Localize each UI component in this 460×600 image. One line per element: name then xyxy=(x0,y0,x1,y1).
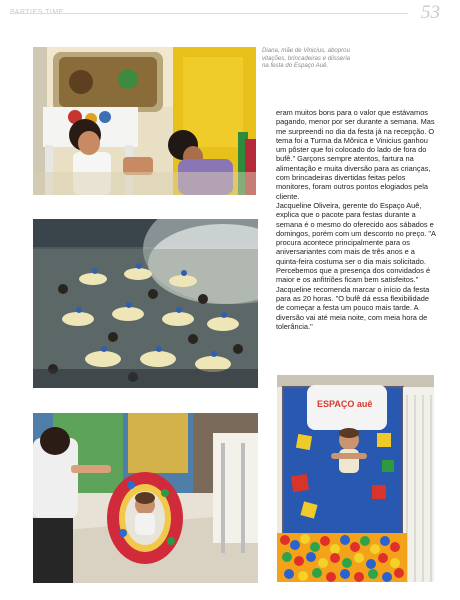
page-number: 53 xyxy=(421,2,440,23)
article-paragraph: Jacqueline Oliveira, gerente do Espaço Auê, explica que o pacote para festas durante a semana é o mesmo do oferecido aos sábados e domingos, porém com um desconto no preço. "A procura acontece principalmente para os aniversariantes com mais de três anos e a quinta-feira costuma ser o dia mais solicitado. Percebemos que a presença dos convidados é maior e os anfitriões ficam bem satisfeitos." Jacqueline recomenda marcar o início da festa para as 20 horas. "O bufê dá essa flexibilidade de começar a festa um pouco mais tarde. A diversão vai até meia noite, com meia hora de tolerância." xyxy=(276,200,436,331)
photo-beauty-corner xyxy=(33,47,256,195)
photo-ball-pit xyxy=(277,375,434,582)
ballpit-sign-text: ESPAÇO auê xyxy=(317,399,373,409)
article-body xyxy=(276,108,438,331)
photo-party-hall xyxy=(33,219,258,388)
article-paragraph: eram muitos bons para o valor que estávamos pagando, menor por ser durante a semana. Mas me surpreendi no dia da festa já na recepção. O tema foi a Turma da Mônica e Vinicius ganhou um pôster que foi colocado do lado de fora do bufê." Garçons sempre atentos, fartura na alimentação e muita diversão para as crianças, com brincadeiras divertidas feitas pelos monitores, foram outros pontos elogiados pela cliente. xyxy=(276,108,435,201)
photo-caption: Diana, mãe de Vinicius, aboprou vitações, brincadeiras e diisseria na festa do Espaço Auê. xyxy=(262,47,351,70)
photo-play-tunnel xyxy=(33,413,258,583)
header-rule xyxy=(10,13,408,14)
